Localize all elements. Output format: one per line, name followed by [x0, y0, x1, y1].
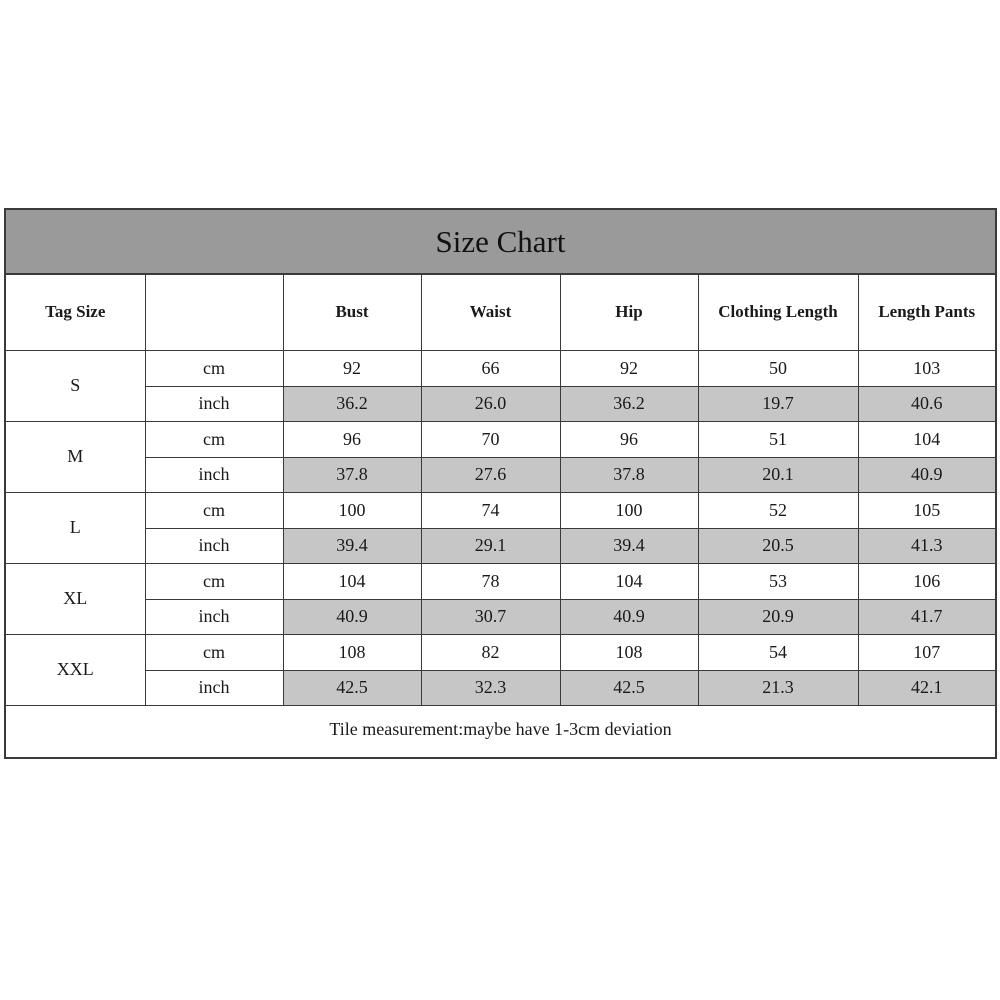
unit-cm-label: cm: [145, 421, 283, 457]
unit-cm-label: cm: [145, 634, 283, 670]
length-pants-inch-value: 40.9: [858, 457, 995, 492]
table-row-cm: [6, 492, 995, 528]
tag-size-cell: M: [6, 421, 145, 492]
waist-cm-value: 82: [421, 634, 560, 670]
waist-inch-value: 27.6: [421, 457, 560, 492]
length-pants-cm-value: 106: [858, 563, 995, 599]
tag-size-cell: XXL: [6, 634, 145, 705]
hip-cm-value: 100: [560, 492, 698, 528]
table-row-inch: [6, 599, 995, 634]
length-pants-cm-value: 107: [858, 634, 995, 670]
table-row-inch: [6, 386, 995, 421]
header-bust: Bust: [283, 275, 421, 350]
hip-inch-value: 42.5: [560, 670, 698, 705]
header-length-pants: Length Pants: [858, 275, 995, 350]
tag-size-cell: L: [6, 492, 145, 563]
chart-title: Size Chart: [6, 210, 995, 275]
header-waist: Waist: [421, 275, 560, 350]
table-row-cm: [6, 350, 995, 386]
clothing-length-inch-value: 20.9: [698, 599, 858, 634]
unit-cm-label: cm: [145, 563, 283, 599]
table-row-cm: [6, 421, 995, 457]
waist-cm-value: 66: [421, 350, 560, 386]
waist-cm-value: 70: [421, 421, 560, 457]
clothing-length-cm-value: 54: [698, 634, 858, 670]
bust-inch-value: 37.8: [283, 457, 421, 492]
clothing-length-inch-value: 20.5: [698, 528, 858, 563]
hip-inch-value: 37.8: [560, 457, 698, 492]
length-pants-inch-value: 40.6: [858, 386, 995, 421]
waist-inch-value: 29.1: [421, 528, 560, 563]
length-pants-inch-value: 41.7: [858, 599, 995, 634]
clothing-length-inch-value: 20.1: [698, 457, 858, 492]
header-hip: Hip: [560, 275, 698, 350]
waist-inch-value: 32.3: [421, 670, 560, 705]
bust-inch-value: 36.2: [283, 386, 421, 421]
tag-size-cell: XL: [6, 563, 145, 634]
tag-size-cell: S: [6, 350, 145, 421]
bust-inch-value: 40.9: [283, 599, 421, 634]
bust-cm-value: 104: [283, 563, 421, 599]
bust-inch-value: 39.4: [283, 528, 421, 563]
table-row-inch: [6, 457, 995, 492]
table-row-cm: [6, 634, 995, 670]
size-table: [6, 275, 995, 753]
hip-cm-value: 108: [560, 634, 698, 670]
hip-cm-value: 92: [560, 350, 698, 386]
waist-inch-value: 26.0: [421, 386, 560, 421]
hip-cm-value: 104: [560, 563, 698, 599]
unit-cm-label: cm: [145, 350, 283, 386]
unit-inch-label: inch: [145, 670, 283, 705]
length-pants-inch-value: 42.1: [858, 670, 995, 705]
clothing-length-cm-value: 50: [698, 350, 858, 386]
header-row: [6, 275, 995, 350]
waist-cm-value: 74: [421, 492, 560, 528]
size-chart: [4, 208, 997, 759]
measurement-note: Tile measurement:maybe have 1-3cm deviation: [6, 705, 995, 753]
header-tag-size: Tag Size: [6, 275, 145, 350]
hip-inch-value: 40.9: [560, 599, 698, 634]
bust-cm-value: 108: [283, 634, 421, 670]
bust-cm-value: 100: [283, 492, 421, 528]
clothing-length-inch-value: 19.7: [698, 386, 858, 421]
table-row-inch: [6, 670, 995, 705]
note-row: [6, 705, 995, 753]
header-unit: [145, 275, 283, 350]
unit-inch-label: inch: [145, 528, 283, 563]
length-pants-cm-value: 105: [858, 492, 995, 528]
clothing-length-inch-value: 21.3: [698, 670, 858, 705]
bust-cm-value: 92: [283, 350, 421, 386]
table-row-cm: [6, 563, 995, 599]
hip-inch-value: 39.4: [560, 528, 698, 563]
length-pants-cm-value: 103: [858, 350, 995, 386]
unit-inch-label: inch: [145, 386, 283, 421]
bust-inch-value: 42.5: [283, 670, 421, 705]
unit-cm-label: cm: [145, 492, 283, 528]
length-pants-cm-value: 104: [858, 421, 995, 457]
hip-cm-value: 96: [560, 421, 698, 457]
unit-inch-label: inch: [145, 457, 283, 492]
waist-cm-value: 78: [421, 563, 560, 599]
table-row-inch: [6, 528, 995, 563]
length-pants-inch-value: 41.3: [858, 528, 995, 563]
header-clothing-length: Clothing Length: [698, 275, 858, 350]
waist-inch-value: 30.7: [421, 599, 560, 634]
clothing-length-cm-value: 53: [698, 563, 858, 599]
bust-cm-value: 96: [283, 421, 421, 457]
clothing-length-cm-value: 52: [698, 492, 858, 528]
hip-inch-value: 36.2: [560, 386, 698, 421]
clothing-length-cm-value: 51: [698, 421, 858, 457]
unit-inch-label: inch: [145, 599, 283, 634]
